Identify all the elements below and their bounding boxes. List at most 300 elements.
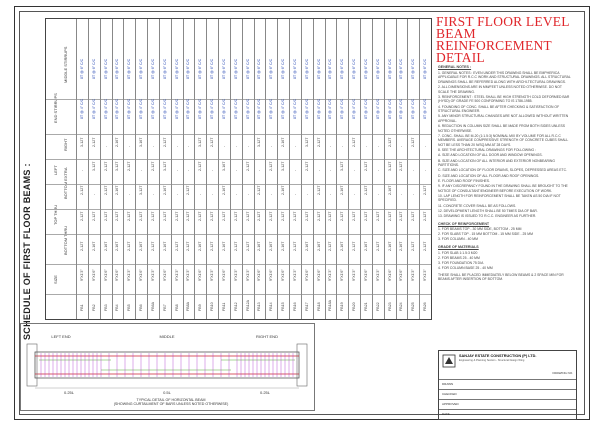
schedule-cell-right: - <box>150 145 155 147</box>
schedule-cell-mid: 8T @ 6" C/C <box>375 58 380 79</box>
schedule-band-line <box>46 264 431 265</box>
schedule-cell-bot: 2-16T <box>316 241 321 251</box>
schedule-subheader: LEFT <box>53 165 58 175</box>
schedule-cell-extra: - <box>245 193 250 195</box>
schedule-cell-mid: 8T @ 6" C/C <box>281 58 286 79</box>
schedule-band-line <box>46 159 431 160</box>
schedule-cell-right: - <box>245 145 250 147</box>
schedule-cell-top: 2-12T <box>269 211 274 221</box>
grade-item: 4. FOR COLUMN BASE 25 - 40 MM <box>438 266 493 271</box>
schedule-cell-left: 2-12T <box>198 161 203 171</box>
schedule-cell-bot: 2-12T <box>352 241 357 251</box>
schedule-cell-top: 2-12T <box>139 211 144 221</box>
schedule-cell-left: - <box>352 169 357 171</box>
schedule-subheader: MIDDLE STIRRUPS <box>63 46 68 83</box>
schedule-cell-mid: 8T @ 6" C/C <box>292 58 297 79</box>
schedule-column-line <box>407 19 408 319</box>
schedule-cell-end: 8T @ 4" C/C <box>221 98 226 119</box>
detail-label: 0.5L <box>163 390 171 395</box>
schedule-subheader: RIGHT <box>63 138 68 151</box>
company-logo-icon <box>442 354 456 368</box>
schedule-cell-end: 8T @ 4" C/C <box>423 98 428 119</box>
schedule-cell-end: 8T @ 4" C/C <box>411 98 416 119</box>
schedule-cell-extra: 2-12T <box>363 185 368 195</box>
schedule-cell-extra: 2-16T <box>387 185 392 195</box>
schedule-cell-top: 2-12T <box>292 211 297 221</box>
schedule-cell-beam: FB1 <box>79 304 84 311</box>
schedule-cell-end: 8T @ 4" C/C <box>174 98 179 119</box>
schedule-cell-left: 3-12T <box>162 161 167 171</box>
note-item: 3. REINFORCEMENT : STEEL SHALL BE HIGH STRENGTH COLD DEFORMED BAR (HYSD) OF GRADE FE 500 CONFORMING TO IS 1786-1985. <box>438 94 570 104</box>
schedule-cell-right: - <box>103 145 108 147</box>
schedule-cell-right: - <box>221 145 226 147</box>
schedule-cell-size: 9"X1'6" <box>387 269 392 281</box>
schedule-cell-size: 9"X1'6" <box>316 269 321 281</box>
schedule-cell-beam: FB17 <box>304 302 309 311</box>
schedule-cell-top: 2-12T <box>210 211 215 221</box>
schedule-cell-mid: 8T @ 6" C/C <box>127 58 132 79</box>
schedule-cell-bot: 2-12T <box>186 241 191 251</box>
schedule-column-line <box>336 19 337 319</box>
note-item: 12. DEVELOPMENT LENGTH SHALL BE 50 TIMES DIA OF BAR. <box>438 208 538 213</box>
schedule-cell-left: - <box>79 169 84 171</box>
schedule-cell-end: 8T @ 4" C/C <box>399 98 404 119</box>
schedule-cell-extra: 2-16T <box>115 185 120 195</box>
schedule-cell-bot: 2-16T <box>221 241 226 251</box>
schedule-cell-mid: 8T @ 6" C/C <box>352 58 357 79</box>
schedule-cell-bot: 2-16T <box>399 241 404 251</box>
schedule-cell-extra: 2-12T <box>257 185 262 195</box>
schedule-cell-beam: FB14 <box>269 302 274 311</box>
schedule-cell-size: 9"X1'6" <box>103 269 108 281</box>
schedule-cell-right: - <box>340 145 345 147</box>
notes-heading: GENERAL NOTES : <box>438 65 472 69</box>
schedule-cell-extra: 2-12T <box>103 185 108 195</box>
schedule-column-line <box>265 19 266 319</box>
schedule-cell-left: - <box>328 169 333 171</box>
schedule-cell-beam: FB18A <box>328 300 333 311</box>
schedule-cell-bot: 2-16T <box>281 241 286 251</box>
schedule-cell-mid: 8T @ 6" C/C <box>139 58 144 79</box>
schedule-cell-left: 3-12T <box>281 161 286 171</box>
schedule-cell-bot: 2-12T <box>210 241 215 251</box>
note-item: B. SIZE AND LOCATION OF ALL INTERIOR AND EXTERIOR NONBEARING PARTITIONS. <box>438 158 555 168</box>
schedule-cell-bot: 2-12T <box>79 241 84 251</box>
schedule-cell-size: 9"X1'3" <box>210 269 215 281</box>
schedule-cell-extra: - <box>411 193 416 195</box>
beam-schedule-table <box>45 18 432 320</box>
note-item: 7. CONC. SHALL BE M-20 (1:1.5:3) NOMINAL MIX BY VOLUME FOR ALL R.C.C MEMBERS. AVERAGE COMPRESSIVE STRENGTH OF CONCRETE CUBES SHALL NOT BE LESS THAN 20 N/SQ.MM AT 28 DAYS. <box>438 133 569 148</box>
schedule-cell-right: 2-12T <box>411 137 416 147</box>
schedule-cell-size: 9"X1'6" <box>340 269 345 281</box>
schedule-cell-size: 9"X1'3" <box>79 269 84 281</box>
schedule-subheader: TOP THRU <box>53 204 58 225</box>
detail-label: 0.25L <box>63 390 75 395</box>
schedule-column-line <box>325 19 326 319</box>
schedule-cell-left: 2-12T <box>150 161 155 171</box>
schedule-cell-top: 2-12T <box>352 211 357 221</box>
schedule-cell-top: 2-12T <box>411 211 416 221</box>
schedule-cell-end: 8T @ 4" C/C <box>281 98 286 119</box>
schedule-cell-right: 2-12T <box>162 137 167 147</box>
notes-list <box>438 71 572 219</box>
schedule-cell-left: - <box>423 169 428 171</box>
schedule-cell-end: 8T @ 4" C/C <box>269 98 274 119</box>
schedule-cell-bot: 2-16T <box>115 241 120 251</box>
title-block <box>438 350 577 420</box>
schedule-cell-right: 2-16T <box>115 137 120 147</box>
schedule-cell-extra: 2-16T <box>221 185 226 195</box>
detail-label: RIGHT END <box>256 334 278 339</box>
schedule-column-line <box>76 19 77 319</box>
schedule-cell-bot: 2-16T <box>363 241 368 251</box>
schedule-cell-size: 9"X1'3" <box>375 269 380 281</box>
schedule-cell-size: 9"X1'3" <box>245 269 250 281</box>
schedule-column-line <box>183 19 184 319</box>
schedule-cell-bot: 2-16T <box>304 241 309 251</box>
schedule-cell-left: 2-12T <box>363 161 368 171</box>
schedule-band-line <box>46 134 431 135</box>
schedule-cell-mid: 8T @ 6" C/C <box>411 58 416 79</box>
schedule-cell-mid: 8T @ 6" C/C <box>186 58 191 79</box>
schedule-cell-top: 2-12T <box>316 211 321 221</box>
schedule-cell-left: - <box>375 169 380 171</box>
detail-label: MIDDLE <box>159 334 175 339</box>
schedule-cell-extra: - <box>127 193 132 195</box>
schedule-cell-right: 3-12T <box>79 137 84 147</box>
grade-heading: GRADE OF MATERIALS <box>438 245 479 250</box>
schedule-cell-right: - <box>292 145 297 147</box>
note-item: 9. IF ANY DISCREPANCY FOUND IN THE DRAWING SHALL BE BROUGHT TO THE NOTICE OF CONSULTANT/ENGINEER BEFORE EXECUTION OF WORK. <box>438 183 568 193</box>
title-block-rows <box>439 379 576 419</box>
general-notes <box>438 65 572 283</box>
schedule-cell-end: 8T @ 4" C/C <box>316 98 321 119</box>
title-line-2: BEAM REINFORCEMENT <box>436 26 552 53</box>
schedule-cell-right: - <box>174 145 179 147</box>
schedule-cell-beam: FB12 <box>233 302 238 311</box>
schedule-cell-extra: - <box>210 193 215 195</box>
schedule-cell-mid: 8T @ 6" C/C <box>221 58 226 79</box>
schedule-cell-bot: 2-16T <box>198 241 203 251</box>
schedule-cell-end: 8T @ 4" C/C <box>375 98 380 119</box>
schedule-cell-right: 2-12T <box>210 137 215 147</box>
schedule-cell-top: 2-12T <box>79 211 84 221</box>
schedule-cell-size: 9"X1'6" <box>257 269 262 281</box>
schedule-cell-left: - <box>411 169 416 171</box>
schedule-subheader: BOTTOM THRU <box>63 225 68 255</box>
schedule-cell-extra: 2-12T <box>316 185 321 195</box>
schedule-cell-beam: FB8 <box>174 304 179 311</box>
schedule-cell-left: 2-12T <box>127 161 132 171</box>
schedule-cell-mid: 8T @ 6" C/C <box>269 58 274 79</box>
schedule-cell-end: 8T @ 4" C/C <box>186 98 191 119</box>
schedule-subheader: BOTTOM EXTRA <box>63 167 68 199</box>
schedule-cell-top: 2-12T <box>245 211 250 221</box>
schedule-cell-end: 8T @ 4" C/C <box>150 98 155 119</box>
schedule-cell-beam: FB19 <box>340 302 345 311</box>
note-item: 8. SEE THE ARCHITECTURAL DRAWINGS FOR FOLLOWING : <box>438 148 537 153</box>
schedule-cell-bot: 2-16T <box>91 241 96 251</box>
schedule-cell-size: 9"X1'3" <box>411 269 416 281</box>
schedule-cell-end: 8T @ 4" C/C <box>340 98 345 119</box>
note-item: 11. CONCRETE COVER SHALL BE AS FOLLOWS. <box>438 203 517 208</box>
schedule-cell-top: 2-12T <box>399 211 404 221</box>
company-address: Engineering & Planning Section - Structural Design Wing <box>459 359 525 362</box>
detail-caption-line-2: (SHOWING CURTAILMENT OF BARS UNLESS NOTED OTHERWISE) <box>113 402 229 406</box>
schedule-column-line <box>88 19 89 319</box>
schedule-column-line <box>242 19 243 319</box>
schedule-cell-extra: 2-16T <box>281 185 286 195</box>
schedule-cell-extra: - <box>375 193 380 195</box>
schedule-cell-extra: - <box>150 193 155 195</box>
schedule-cell-end: 8T @ 4" C/C <box>233 98 238 119</box>
schedule-cell-bot: 2-16T <box>139 241 144 251</box>
schedule-cell-beam: FB23 <box>387 302 392 311</box>
right-column <box>297 344 307 386</box>
schedule-cell-extra: - <box>174 193 179 195</box>
schedule-cell-end: 8T @ 4" C/C <box>91 98 96 119</box>
schedule-cell-beam: FB20 <box>352 302 357 311</box>
title-line-3: DETAIL <box>436 50 485 65</box>
schedule-cell-bot: 2-12T <box>375 241 380 251</box>
schedule-cell-left: - <box>174 169 179 171</box>
schedule-column-line <box>135 19 136 319</box>
schedule-cell-right: - <box>233 145 238 147</box>
schedule-cell-end: 8T @ 4" C/C <box>352 98 357 119</box>
schedule-cell-size: 9"X1'6" <box>139 269 144 281</box>
schedule-cell-left: - <box>257 169 262 171</box>
schedule-cell-right: 3-12T <box>257 137 262 147</box>
schedule-cell-beam: FB4 <box>115 304 120 311</box>
check-item: 1. FOR BEAMS TOP - 30 MM SIDE, BOTTOM - 25 MM <box>438 227 522 232</box>
schedule-cell-top: 2-12T <box>174 211 179 221</box>
schedule-cell-extra: - <box>292 193 297 195</box>
schedule-column-line <box>396 19 397 319</box>
grade-item: 3. FOR FOUNDATION 75 DIA <box>438 261 484 266</box>
left-column <box>27 344 37 386</box>
title-block-row: DRAWN <box>439 379 576 389</box>
check-item: 3. FOR COLUMN - 40 MM <box>438 237 478 242</box>
schedule-cell-left: 2-12T <box>269 161 274 171</box>
schedule-cell-mid: 8T @ 6" C/C <box>363 58 368 79</box>
schedule-cell-beam: FB9 <box>198 304 203 311</box>
schedule-cell-size: 9"X1'6" <box>162 269 167 281</box>
schedule-cell-mid: 8T @ 6" C/C <box>423 58 428 79</box>
schedule-cell-size: 9"X1'6" <box>363 269 368 281</box>
schedule-cell-top: 2-12T <box>233 211 238 221</box>
schedule-cell-end: 8T @ 4" C/C <box>198 98 203 119</box>
schedule-column-line <box>313 19 314 319</box>
schedule-cell-left: - <box>233 169 238 171</box>
schedule-cell-right: 3-16T <box>139 137 144 147</box>
schedule-column-line <box>218 19 219 319</box>
schedule-cell-right: 2-12T <box>352 137 357 147</box>
schedule-column-line <box>384 19 385 319</box>
note-item: 4. FOUNDING OF CONC. SHALL BE AFTER CHECKING & SATISFACTION OF STRUCTURAL ENGINEER. <box>438 104 560 114</box>
schedule-subheader: END STIRRUPS <box>53 93 58 123</box>
schedule-header-strip <box>46 19 77 319</box>
schedule-cell-right: 2-16T <box>281 137 286 147</box>
schedule-cell-size: 9"X1'6" <box>221 269 226 281</box>
schedule-cell-top: 2-12T <box>127 211 132 221</box>
schedule-cell-top: 2-12T <box>221 211 226 221</box>
schedule-cell-mid: 8T @ 6" C/C <box>174 58 179 79</box>
schedule-cell-end: 8T @ 4" C/C <box>127 98 132 119</box>
schedule-cell-left: 3-12T <box>115 161 120 171</box>
schedule-cell-size: 9"X1'6" <box>269 269 274 281</box>
schedule-cell-extra: 2-16T <box>340 185 345 195</box>
schedule-cell-top: 2-12T <box>281 211 286 221</box>
schedule-cell-extra: - <box>198 193 203 195</box>
schedule-cell-left: 2-12T <box>304 161 309 171</box>
schedule-cell-beam: FB12A <box>245 300 250 311</box>
schedule-cell-beam: FB16 <box>292 302 297 311</box>
title-block-row: CHECKED <box>439 389 576 399</box>
schedule-cell-size: 9"X1'3" <box>352 269 357 281</box>
schedule-cell-end: 8T @ 4" C/C <box>363 98 368 119</box>
title-line-1: FIRST FLOOR LEVEL <box>436 14 570 29</box>
schedule-cell-top: 2-12T <box>257 211 262 221</box>
schedule-cell-right: 2-12T <box>387 137 392 147</box>
schedule-cell-size: 9"X1'3" <box>328 269 333 281</box>
closing-note: THESE SHALL BE PLACED IMMEDIATELY BELOW BEAMS & 2 SPACE MIN FOR BEAMS AFTER INSERTION OF BOTTOM. <box>438 272 564 282</box>
title-block-row: APPROVED <box>439 399 576 409</box>
schedule-cell-mid: 8T @ 6" C/C <box>340 58 345 79</box>
note-item: 13. DRAWING IS ISSUED TO R.C.C. ENGINEER AS FURTHER. <box>438 213 537 218</box>
schedule-cell-bot: 2-12T <box>411 241 416 251</box>
schedule-cell-right: - <box>127 145 132 147</box>
schedule-cell-end: 8T @ 4" C/C <box>304 98 309 119</box>
schedule-cell-end: 8T @ 4" C/C <box>245 98 250 119</box>
schedule-cell-beam: FB15 <box>281 302 286 311</box>
schedule-cell-left: - <box>186 169 191 171</box>
schedule-cell-mid: 8T @ 6" C/C <box>233 58 238 79</box>
check-heading: CHECK OF REINFORCEMENT <box>438 221 490 226</box>
schedule-cell-size: 9"X1'6" <box>198 269 203 281</box>
company-name: SANJAY ESTATE CONSTRUCTION (P) LTD. <box>459 354 537 358</box>
schedule-cell-extra: - <box>304 193 309 195</box>
schedule-cell-mid: 8T @ 6" C/C <box>316 58 321 79</box>
schedule-cell-extra: 2-12T <box>423 185 428 195</box>
schedule-cell-end: 8T @ 4" C/C <box>328 98 333 119</box>
schedule-band-line <box>46 234 431 235</box>
schedule-cell-end: 8T @ 4" C/C <box>103 98 108 119</box>
note-item: C. SIZE AND LOCATION OF FLOOR DRAINS, SLOPES, DEPRESSED AREAS ETC. <box>438 168 567 173</box>
schedule-cell-size: 9"X1'3" <box>423 269 428 281</box>
schedule-cell-right: 2-12T <box>91 137 96 147</box>
schedule-cell-mid: 8T @ 6" C/C <box>328 58 333 79</box>
schedule-cell-beam: FB13 <box>257 302 262 311</box>
schedule-cell-bot: 2-12T <box>233 241 238 251</box>
schedule-band-line <box>46 209 431 210</box>
schedule-column-line <box>230 19 231 319</box>
schedule-cell-mid: 8T @ 6" C/C <box>150 58 155 79</box>
schedule-column-line <box>171 19 172 319</box>
schedule-cell-beam: FB8A <box>186 302 191 311</box>
schedule-cell-beam: FB3 <box>103 304 108 311</box>
schedule-cell-top: 2-12T <box>304 211 309 221</box>
schedule-cell-top: 2-12T <box>91 211 96 221</box>
schedule-cell-top: 2-12T <box>387 211 392 221</box>
schedule-cell-top: 2-12T <box>115 211 120 221</box>
schedule-cell-beam: FB24 <box>399 302 404 311</box>
detail-label: 0.25L <box>259 390 271 395</box>
schedule-cell-top: 2-12T <box>103 211 108 221</box>
schedule-title: SCHEDULE OF FIRST FLOOR BEAMS : <box>22 163 32 340</box>
schedule-cell-extra: 2-12T <box>186 185 191 195</box>
schedule-cell-bot: 2-12T <box>127 241 132 251</box>
schedule-cell-beam: FB10 <box>210 302 215 311</box>
schedule-cell-mid: 8T @ 6" C/C <box>387 58 392 79</box>
schedule-cell-bot: 2-12T <box>328 241 333 251</box>
schedule-cell-mid: 8T @ 6" C/C <box>115 58 120 79</box>
schedule-cell-left: - <box>210 169 215 171</box>
schedule-cell-size: 9"X1'6" <box>91 269 96 281</box>
schedule-cell-left: 3-12T <box>91 161 96 171</box>
detail-caption-line-1: TYPICAL DETAIL OF HORIZONTAL BEAM <box>136 398 206 402</box>
schedule-cell-size: 9"X1'3" <box>233 269 238 281</box>
note-item: E. FLOOR AND ROOF FINISHES. <box>438 178 490 183</box>
schedule-column-line <box>360 19 361 319</box>
schedule-cell-left: 3-12T <box>387 161 392 171</box>
schedule-cell-bot: 2-12T <box>150 241 155 251</box>
schedule-cell-top: 2-12T <box>363 211 368 221</box>
schedule-cell-size: 9"X1'3" <box>150 269 155 281</box>
schedule-cell-mid: 8T @ 6" C/C <box>304 58 309 79</box>
schedule-cell-left: - <box>292 169 297 171</box>
schedule-cell-extra: 2-16T <box>162 185 167 195</box>
schedule-cell-mid: 8T @ 6" C/C <box>91 58 96 79</box>
schedule-cell-end: 8T @ 4" C/C <box>115 98 120 119</box>
schedule-cell-size: 9"X1'3" <box>186 269 191 281</box>
schedule-cell-bot: 2-12T <box>423 241 428 251</box>
schedule-cell-bot: 2-12T <box>292 241 297 251</box>
schedule-column-line <box>372 19 373 319</box>
schedule-cell-beam: FB5 <box>127 304 132 311</box>
schedule-cell-left: 2-12T <box>399 161 404 171</box>
schedule-column-line <box>194 19 195 319</box>
schedule-column-line <box>159 19 160 319</box>
detail-label: LEFT END <box>51 334 71 339</box>
schedule-cell-beam: FB21 <box>363 302 368 311</box>
grade-item: 1. FOR SLAB 1:1.5:3 M20 <box>438 250 478 255</box>
schedule-cell-left: - <box>139 169 144 171</box>
schedule-cell-top: 2-12T <box>375 211 380 221</box>
typical-beam-detail <box>20 323 315 411</box>
schedule-cell-size: 9"X1'3" <box>292 269 297 281</box>
schedule-cell-beam: FB18 <box>316 302 321 311</box>
schedule-cell-right: 2-12T <box>316 137 321 147</box>
schedule-cell-end: 8T @ 4" C/C <box>387 98 392 119</box>
schedule-band-line <box>46 294 431 295</box>
schedule-cell-beam: FB7 <box>162 304 167 311</box>
schedule-cell-bot: 2-16T <box>340 241 345 251</box>
note-item: 1. GENERAL NOTES : EVEN UNDER THIS DRAWING SHALL BE EMPHERICA APPLICABLE FOR R.C.C WORK AND STRUCTURAL DRAWINGS. ALL STRUCTURAL DRAWINGS SHALL BE REFERRED ALONG WITH ARCHI-TECTURAL DRAWINGS. <box>438 70 571 84</box>
schedule-cell-bot: 2-16T <box>269 241 274 251</box>
schedule-cell-mid: 8T @ 6" C/C <box>103 58 108 79</box>
schedule-cell-end: 8T @ 4" C/C <box>257 98 262 119</box>
note-item: 5. ANY MINOR STRUCTURAL CHANGES ARE NOT ALLOWED WITHOUT WRITTEN APPROVAL. <box>438 114 569 123</box>
note-item: 6. REDUCTION IN COLUMN SIZE SHALL BE MADE FROM BOTH SIDES UNLESS NOTED OTHERWISE. <box>438 124 566 133</box>
schedule-cell-bot: 2-16T <box>103 241 108 251</box>
note-item: 2. ALL DIMENSIONS ARE IN MM/FEET UNLESS NOTED OTHERWISE. DO NOT SCALE THE DRAWING. <box>438 84 562 94</box>
schedule-cell-left: - <box>316 169 321 171</box>
schedule-cell-top: 2-12T <box>186 211 191 221</box>
schedule-column-line <box>289 19 290 319</box>
schedule-column-line <box>419 19 420 319</box>
drawing-title <box>436 16 576 64</box>
schedule-cell-extra: - <box>352 193 357 195</box>
